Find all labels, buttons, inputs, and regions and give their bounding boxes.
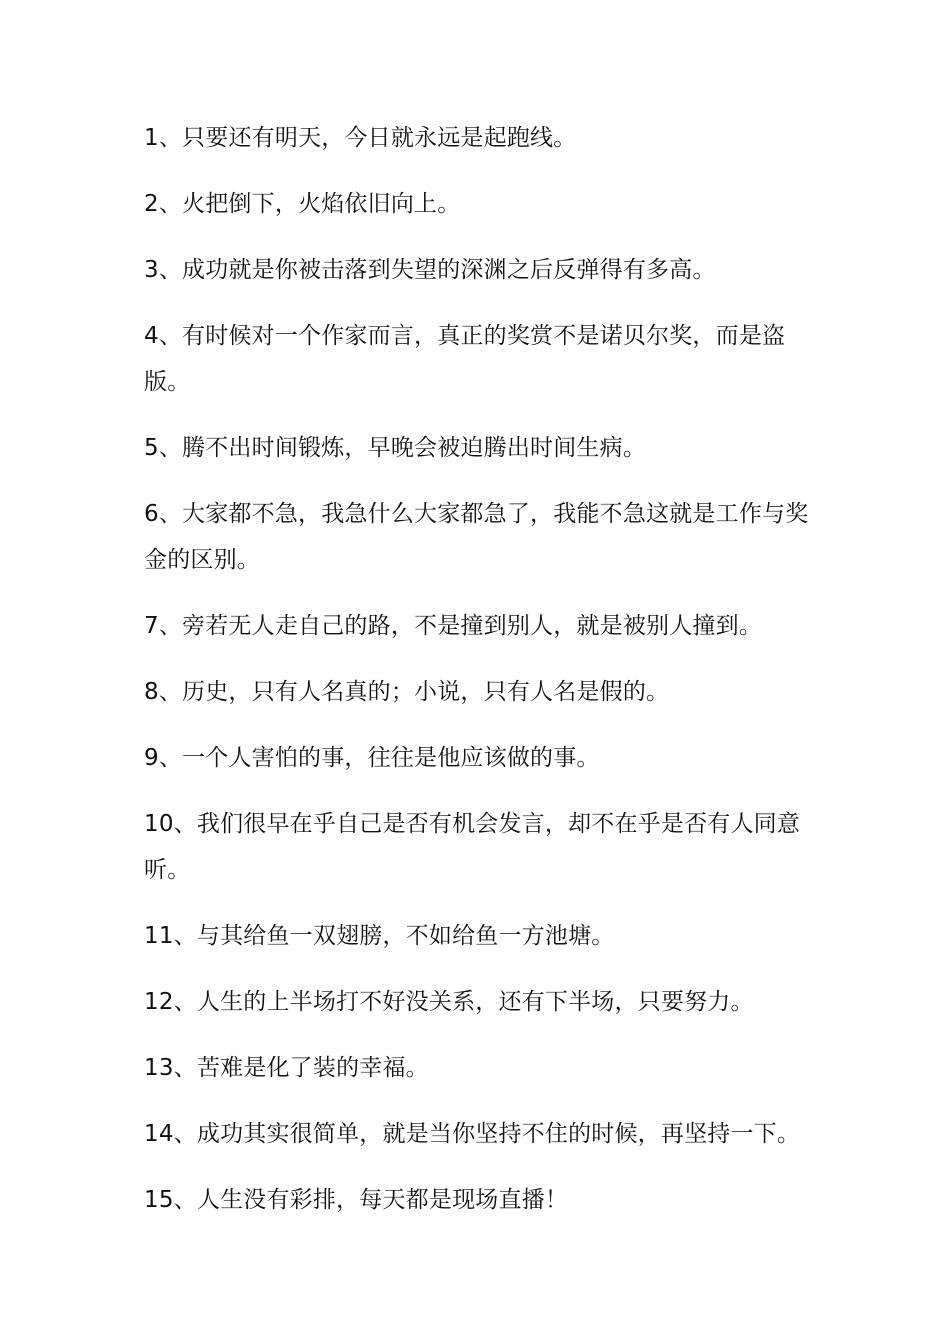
quote-item: 9、一个人害怕的事，往往是他应该做的事。 — [144, 745, 600, 771]
quote-item: 10、我们很早在乎自己是否有机会发言，却不在乎是否有人同意听。 — [144, 811, 801, 883]
quote-item: 12、人生的上半场打不好没关系，还有下半场，只要努力。 — [144, 989, 754, 1015]
quote-item: 13、苦难是化了装的幸福。 — [144, 1055, 429, 1081]
quote-list — [144, 115, 812, 1243]
quote-item: 11、与其给鱼一双翅膀，不如给鱼一方池塘。 — [144, 923, 615, 949]
quote-item: 7、旁若无人走自己的路，不是撞到别人，就是被别人撞到。 — [144, 613, 763, 639]
quote-item: 2、火把倒下，火焰依旧向上。 — [144, 191, 461, 217]
quote-item: 1、只要还有明天，今日就永远是起跑线。 — [144, 125, 577, 151]
quote-item: 5、腾不出时间锻炼，早晚会被迫腾出时间生病。 — [144, 435, 647, 461]
quote-item: 15、人生没有彩排，每天都是现场直播！ — [144, 1187, 569, 1213]
quote-item: 8、历史，只有人名真的；小说，只有人名是假的。 — [144, 679, 670, 705]
quote-item: 4、有时候对一个作家而言，真正的奖赏不是诺贝尔奖，而是盗版。 — [144, 323, 786, 395]
quote-item: 3、成功就是你被击落到失望的深渊之后反弹得有多高。 — [144, 257, 716, 283]
quote-item: 6、大家都不急，我急什么大家都急了，我能不急这就是工作与奖金的区别。 — [144, 501, 809, 573]
quote-item: 14、成功其实很简单，就是当你坚持不住的时候，再坚持一下。 — [144, 1121, 801, 1147]
